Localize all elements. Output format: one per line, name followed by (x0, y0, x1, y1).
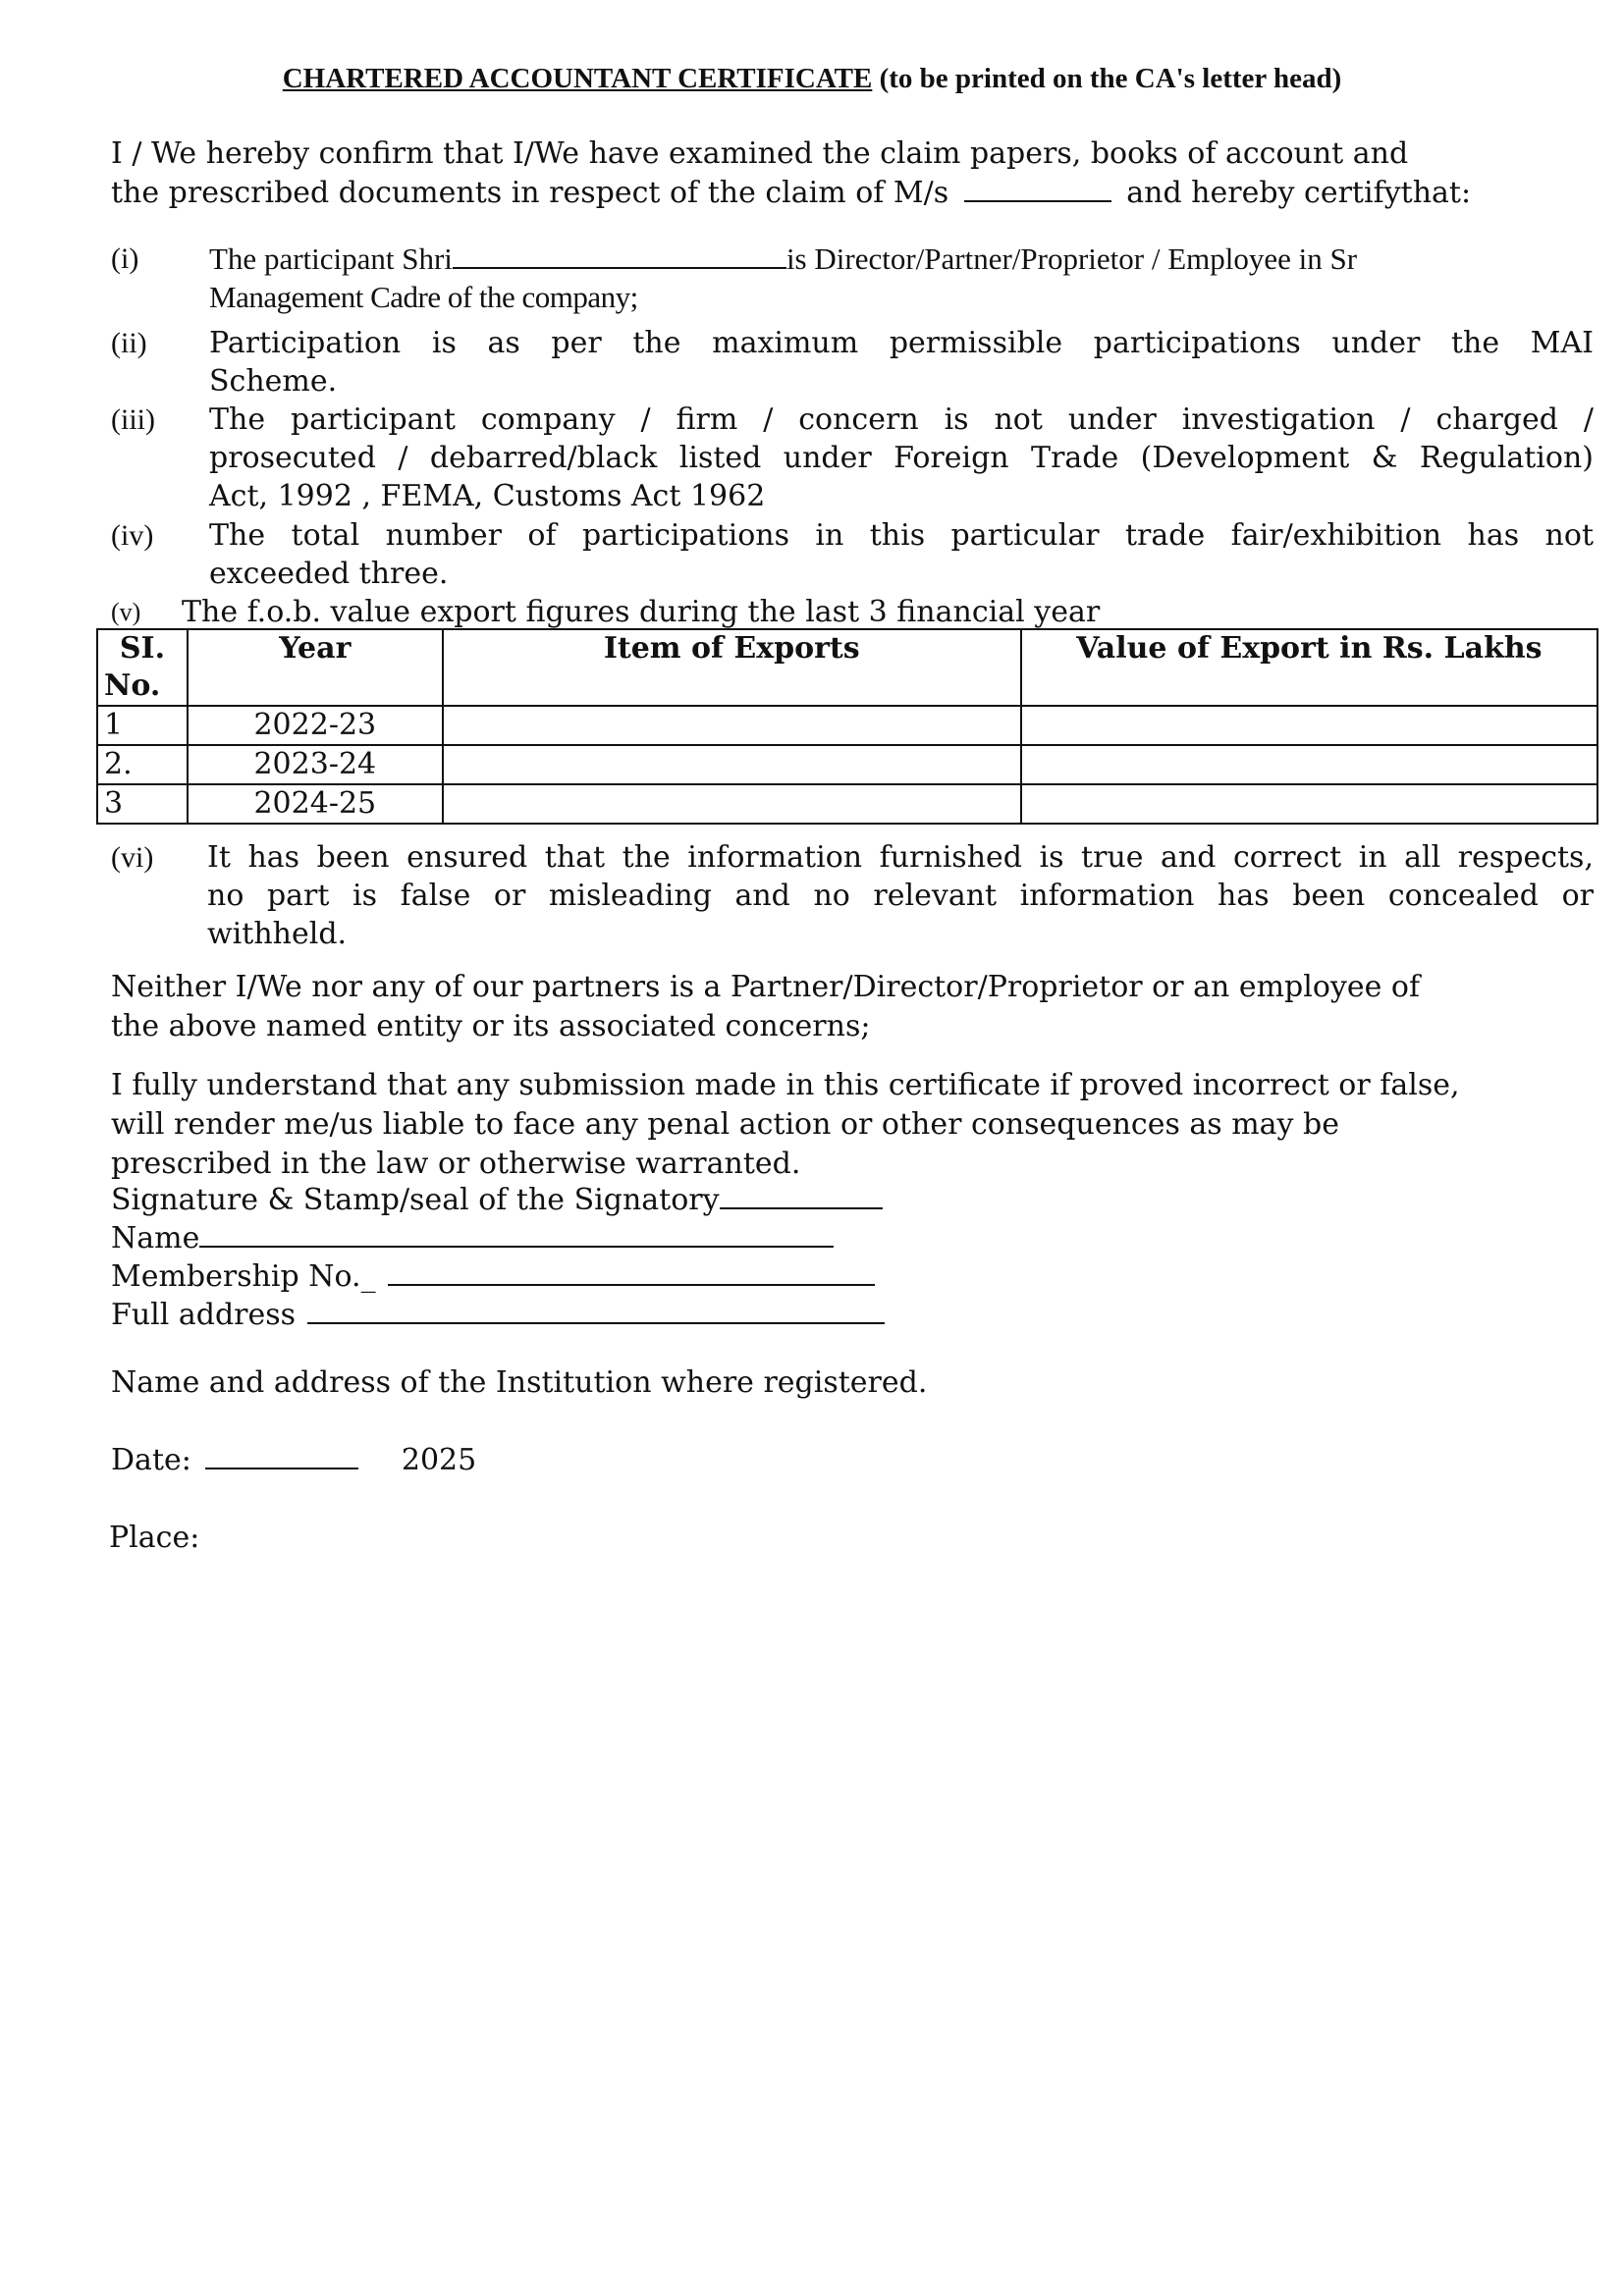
signature-line (111, 1181, 883, 1220)
cell-item[interactable] (443, 706, 1021, 745)
clause-vi-line-3: withheld. (207, 917, 348, 951)
address-blank[interactable] (307, 1301, 885, 1324)
clause-iii-line-1: The participant company / firm / concern is not under investigation / charged / (209, 402, 1594, 437)
membership-blank[interactable] (388, 1262, 875, 1286)
signature-blank[interactable] (720, 1186, 883, 1209)
institution-line: Name and address of the Institution where registered. (111, 1365, 928, 1400)
intro-line-2-pre: the prescribed documents in respect of the claim of M/s (111, 176, 949, 210)
clause-number: (v) (111, 598, 141, 626)
declaration1-line-1: Neither I/We nor any of our partners is a Partner/Director/Proprietor or an employee of (111, 970, 1421, 1004)
membership-line (111, 1257, 875, 1297)
col-header-year: Year (188, 629, 443, 706)
address-label: Full address (111, 1298, 297, 1332)
title-main: CHARTERED ACCOUNTANT CERTIFICATE (282, 63, 873, 94)
signature-label: Signature & Stamp/seal of the Signatory (111, 1183, 720, 1217)
clause-iii-line-2: prosecuted / debarred/black listed under Foreign Trade (Development & Regulation) (209, 441, 1594, 475)
cell-sl: 1 (97, 706, 188, 745)
clause-iii-line-3: Act, 1992 , FEMA, Customs Act 1962 (209, 479, 766, 513)
clause-number: (i) (111, 242, 139, 275)
clause-i-line-1 (209, 240, 1594, 278)
cell-item[interactable] (443, 784, 1021, 824)
clause-vi-line-2: no part is false or misleading and no relevant information has been concealed or (207, 879, 1594, 913)
place-line (109, 1519, 199, 1558)
declaration-liability (111, 1066, 1594, 1184)
name-blank[interactable] (199, 1224, 834, 1248)
place-label: Place: (109, 1521, 200, 1555)
clause-iv-line-1: The total number of participations in this particular trade fair/exhibition has not (209, 518, 1594, 553)
clause-number: (vi) (111, 841, 154, 874)
clause-i-post: is Director/Partner/Proprietor / Employee in Sr (785, 241, 1358, 276)
clause-number: (iv) (111, 519, 154, 552)
clause-number: (ii) (111, 327, 147, 359)
col-header-sl (97, 629, 188, 706)
cell-sl: 2. (97, 745, 188, 784)
intro-paragraph (111, 134, 1594, 213)
col-header-item: Item of Exports (443, 629, 1021, 706)
col-header-sl-line-1: SI. (119, 631, 166, 666)
table-row (97, 784, 1597, 824)
date-label: Date: (111, 1443, 191, 1477)
col-header-value: Value of Export in Rs. Lakhs (1021, 629, 1597, 706)
clause-ii-line-2: Scheme. (209, 364, 338, 399)
col-header-sl-line-2: No. (104, 668, 161, 703)
cell-sl: 3 (97, 784, 188, 824)
cell-value[interactable] (1021, 784, 1597, 824)
table-row (97, 745, 1597, 784)
cell-year: 2022-23 (188, 706, 443, 745)
table-row (97, 706, 1597, 745)
company-name-blank[interactable] (964, 179, 1111, 202)
clause-iv-line-2: exceeded three. (209, 557, 449, 591)
declaration2-line-1: I fully understand that any submission made in this certificate if proved incorrect or false, (111, 1068, 1460, 1102)
clause-number: (iii) (111, 403, 155, 436)
address-line (111, 1296, 885, 1335)
cell-item[interactable] (443, 745, 1021, 784)
title-sub: (to be printed on the CA's letter head) (879, 63, 1342, 94)
cell-value[interactable] (1021, 706, 1597, 745)
date-line (111, 1441, 476, 1480)
declaration1-line-2: the above named entity or its associated concerns; (111, 1009, 871, 1043)
clause-vi-line-1: It has been ensured that the information furnished is true and correct in all respects, (207, 840, 1594, 875)
declaration2-line-3: prescribed in the law or otherwise warranted. (111, 1147, 801, 1181)
name-label: Name (111, 1221, 200, 1255)
intro-line-1: I / We hereby confirm that I/We have examined the claim papers, books of account and (111, 136, 1409, 171)
export-table (96, 628, 1598, 825)
participant-name-blank[interactable] (453, 245, 786, 269)
date-year: 2025 (401, 1443, 477, 1477)
declaration-independence (111, 968, 1594, 1046)
clause-i-line-2: Management Cadre of the company; (209, 280, 638, 314)
cell-year: 2024-25 (188, 784, 443, 824)
intro-line-2-post: and hereby certifythat: (1126, 176, 1472, 210)
cell-value[interactable] (1021, 745, 1597, 784)
clause-ii-line-1: Participation is as per the maximum permissible participations under the MAI (209, 326, 1594, 360)
clause-v-text: The f.o.b. value export figures during the last 3 financial year (182, 595, 1101, 629)
intro-line-2 (111, 174, 1594, 213)
date-blank[interactable] (205, 1446, 358, 1469)
clause-i-pre: The participant Shri (209, 241, 453, 276)
declaration2-line-2: will render me/us liable to face any penal action or other consequences as may be (111, 1107, 1339, 1142)
membership-label: Membership No._ (111, 1259, 376, 1294)
name-line (111, 1219, 834, 1258)
table-header-row (97, 629, 1597, 706)
cell-year: 2023-24 (188, 745, 443, 784)
document-title (0, 63, 1624, 95)
